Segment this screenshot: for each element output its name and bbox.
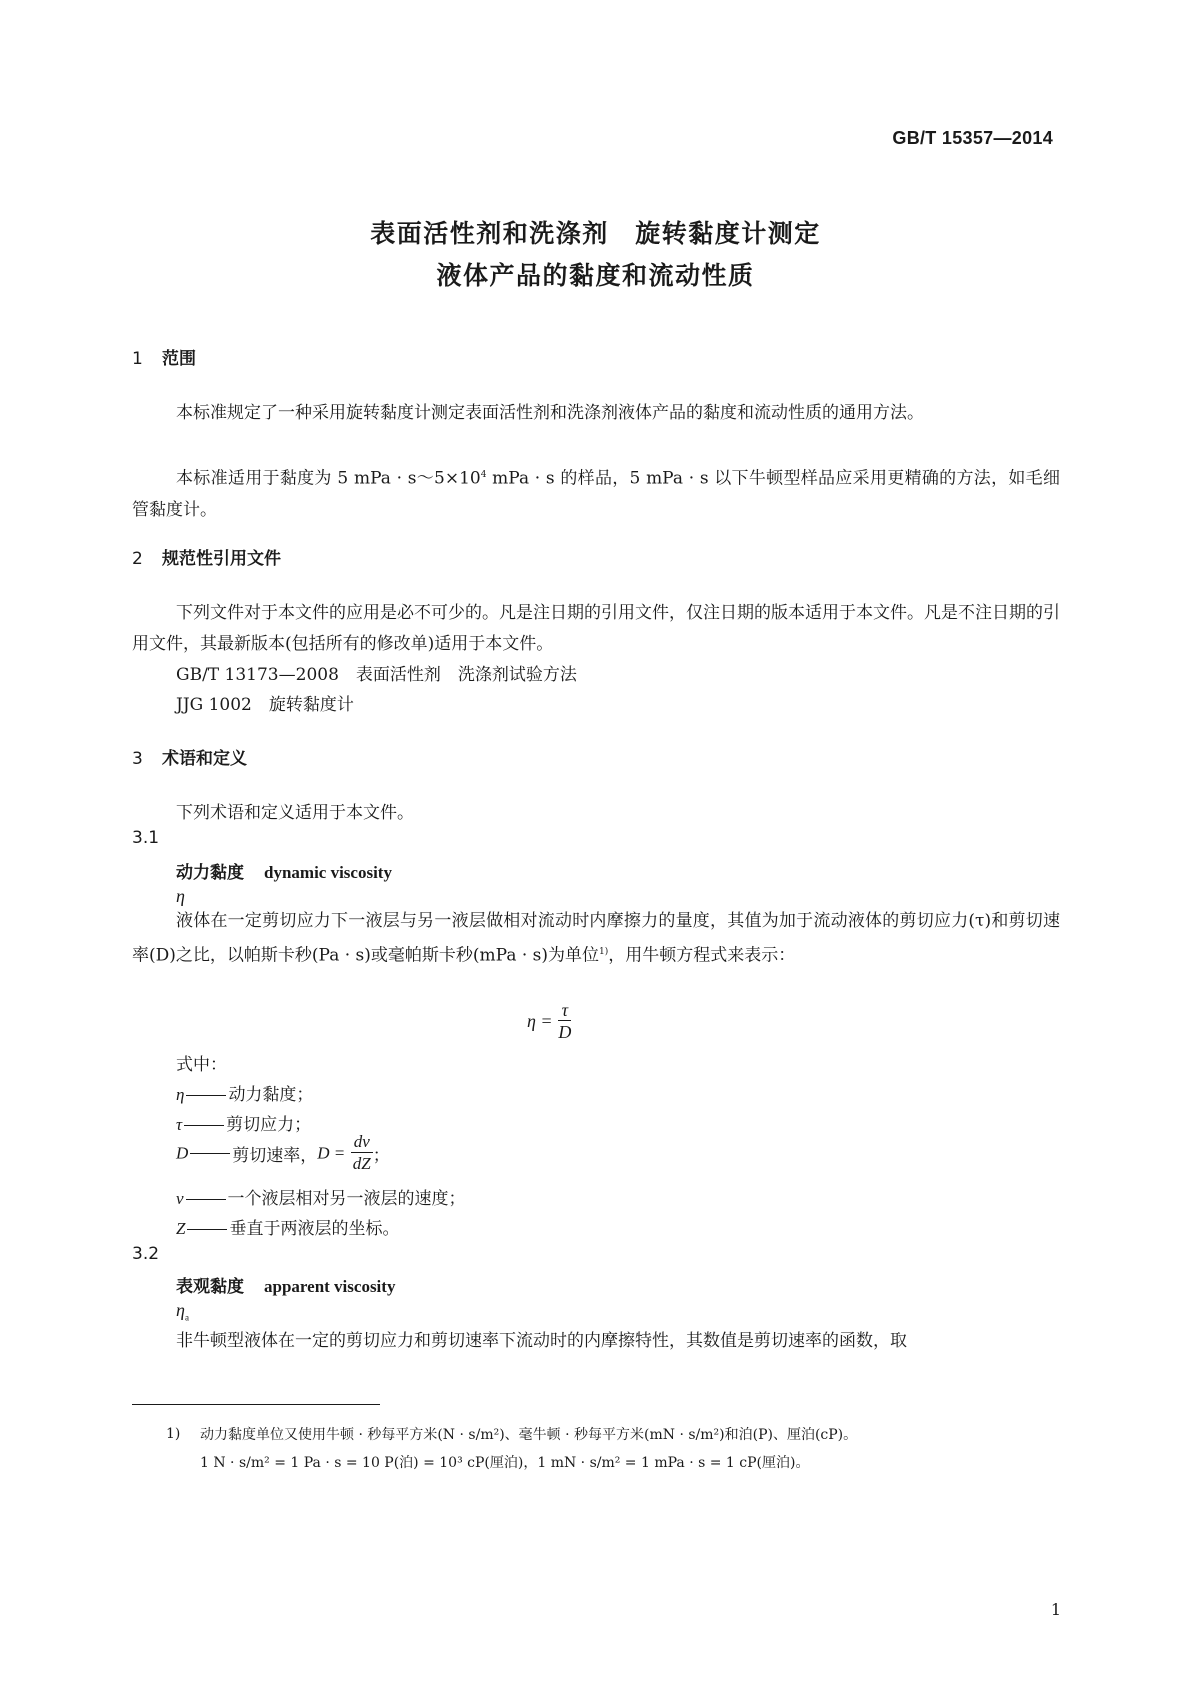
- variable-v: [176, 1184, 466, 1209]
- page-number: 1: [1050, 1600, 1061, 1619]
- variable-description: 剪切应力；: [226, 1115, 312, 1135]
- symbol-subscript: a: [184, 1312, 189, 1323]
- section-3-intro: 下列术语和定义适用于本文件。: [176, 803, 414, 823]
- formula-fraction: [558, 1000, 571, 1043]
- dash-divider: [190, 1153, 230, 1154]
- variable-symbol: η: [176, 1085, 185, 1104]
- variable-symbol: v: [176, 1189, 184, 1208]
- normative-reference-2: JJG 1002 旋转黏度计: [176, 695, 354, 715]
- clause-3-1-number: 3.1: [132, 828, 160, 848]
- dash-divider: [187, 1229, 227, 1230]
- fraction-numerator: dv: [351, 1132, 373, 1153]
- clause-3-2-number: 3.2: [132, 1244, 160, 1264]
- footnote-reference: 1): [599, 947, 609, 957]
- newton-formula: [527, 1000, 571, 1043]
- dash-divider: [186, 1199, 226, 1200]
- section-number: 1: [132, 349, 143, 369]
- section-title: 范围: [162, 349, 196, 369]
- variable-z: [176, 1214, 399, 1239]
- variable-eta: [176, 1080, 313, 1105]
- where-label: 式中：: [176, 1055, 227, 1075]
- paragraph-text: mPa · s 的样品，5 mPa · s 以下牛顿型样品应采用更精确的方法，如毛细管黏度计。: [132, 468, 1060, 520]
- section-number: 2: [132, 549, 143, 569]
- formula-lhs: η =: [527, 1011, 553, 1031]
- section-3-heading: [132, 744, 247, 769]
- definition-dynamic-viscosity: [132, 906, 1060, 972]
- term-english: dynamic viscosity: [264, 863, 392, 882]
- term-dynamic-viscosity: [176, 858, 392, 883]
- term-apparent-viscosity: [176, 1272, 395, 1297]
- term-symbol-eta: η: [176, 886, 185, 906]
- document-title-line-2: 液体产品的黏度和流动性质: [436, 261, 755, 290]
- footnote-separator: [132, 1404, 380, 1405]
- term-symbol-eta-a: [176, 1300, 189, 1323]
- term-english: apparent viscosity: [264, 1277, 396, 1296]
- footnote-line-2: 1 N · s/m² = 1 Pa · s = 10 P(泊) = 10³ cP(厘泊)，1 mN · s/m² = 1 mPa · s = 1 cP(厘泊)。: [200, 1455, 810, 1471]
- formula-numerator: τ: [558, 1000, 571, 1021]
- section-2-paragraph: 下列文件对于本文件的应用是必不可少的。凡是注日期的引用文件，仅注日期的版本适用于本文件。凡是不注日期的引用文件，其最新版本(包括所有的修改单)适用于本文件。: [132, 603, 1060, 654]
- footnote-marker: 1): [166, 1426, 181, 1442]
- variable-symbol: τ: [176, 1115, 183, 1134]
- section-1-heading: [132, 344, 196, 369]
- shear-rate-fraction: [351, 1132, 373, 1175]
- shear-rate-lhs: D =: [317, 1143, 346, 1163]
- formula-denominator: D: [558, 1022, 572, 1042]
- definition-text: ，用牛顿方程式来表示：: [608, 945, 796, 966]
- punctuation: ；: [372, 1146, 390, 1166]
- section-2-heading: [132, 544, 281, 569]
- variable-description: 动力黏度；: [228, 1085, 314, 1105]
- section-title: 术语和定义: [162, 749, 247, 769]
- variable-symbol: D: [176, 1143, 189, 1163]
- superscript: 4: [480, 470, 487, 480]
- section-title: 规范性引用文件: [162, 549, 281, 569]
- dash-divider: [184, 1125, 224, 1126]
- section-1-paragraph-2: [132, 460, 1060, 526]
- section-1-paragraph-1: 本标准规定了一种采用旋转黏度计测定表面活性剂和洗涤剂液体产品的黏度和流动性质的通用方法。: [176, 403, 924, 423]
- paragraph-text: 本标准适用于黏度为 5 mPa · s～5×10: [176, 468, 481, 489]
- symbol-base: η: [176, 1300, 185, 1320]
- variable-description: 剪切速率，: [232, 1146, 318, 1166]
- dash-divider: [186, 1095, 226, 1096]
- term-chinese: 动力黏度: [176, 863, 244, 883]
- variable-symbol: Z: [176, 1219, 186, 1238]
- variable-description: 一个液层相对另一液层的速度；: [227, 1189, 466, 1209]
- standard-number: GB/T 15357—2014: [892, 128, 1053, 148]
- normative-reference-1: GB/T 13173—2008 表面活性剂 洗涤剂试验方法: [176, 665, 577, 685]
- term-chinese: 表观黏度: [176, 1277, 244, 1297]
- section-number: 3: [132, 749, 143, 769]
- definition-text: 液体在一定剪切应力下一液层与另一液层做相对流动时内摩擦力的量度，其值为加于流动液体的剪切应力(τ)和剪切速率(D)之比，以帕斯卡秒(Pa · s)或毫帕斯卡秒(mPa · s)为单位: [132, 911, 1060, 966]
- variable-d: [176, 1132, 390, 1175]
- fraction-denominator: dZ: [352, 1154, 371, 1173]
- definition-apparent-viscosity: 非牛顿型液体在一定的剪切应力和剪切速率下流动时的内摩擦特性，其数值是剪切速率的函数，取: [176, 1331, 907, 1351]
- variable-description: 垂直于两液层的坐标。: [229, 1219, 400, 1239]
- document-title-line-1: 表面活性剂和洗涤剂 旋转黏度计测定: [370, 219, 821, 248]
- footnote-line-1: 动力黏度单位又使用牛顿 · 秒每平方米(N · s/m²)、毫牛顿 · 秒每平方米(mN · s/m²)和泊(P)、厘泊(cP)。: [200, 1427, 858, 1443]
